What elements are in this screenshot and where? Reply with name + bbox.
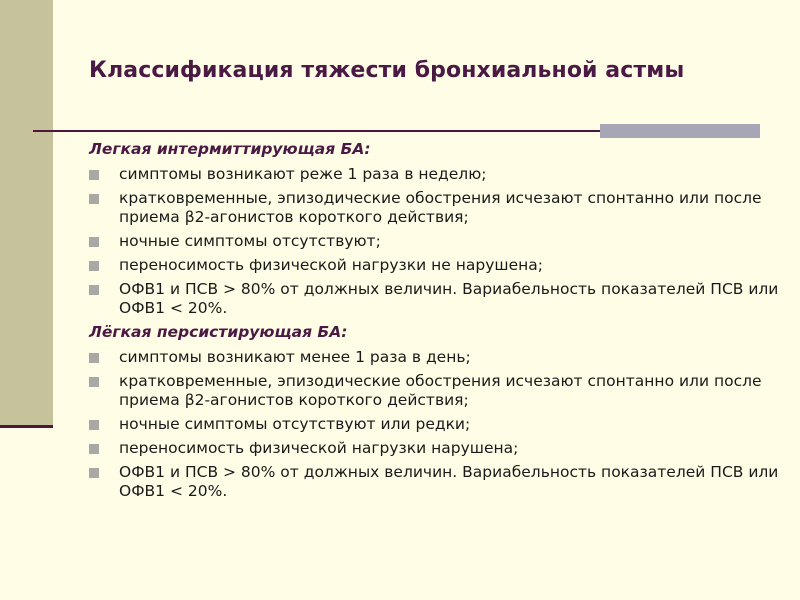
list-item [89,232,779,251]
decorative-side-line [0,425,53,428]
list-item-text: кратковременные, эпизодические обострения исчезают спонтанно или после приема β2-агонистов короткого действия; [119,189,762,226]
title-divider [33,130,600,132]
square-bullet-icon [89,353,99,363]
bullet-list-intermittent [89,165,779,318]
decorative-side-bar [0,0,53,425]
list-item-text: ночные симптомы отсутствуют; [119,232,381,250]
list-item-text: симптомы возникают реже 1 раза в неделю; [119,165,487,183]
square-bullet-icon [89,444,99,454]
section-heading-persistent: Лёгкая персистирующая БА: [89,323,348,341]
square-bullet-icon [89,261,99,271]
square-bullet-icon [89,377,99,387]
list-item [89,348,779,367]
list-item-text: ночные симптомы отсутствуют или редки; [119,415,471,433]
list-item-text: кратковременные, эпизодические обострения исчезают спонтанно или после приема β2-агонистов короткого действия; [119,372,762,409]
slide-content [89,140,779,506]
square-bullet-icon [89,237,99,247]
list-item [89,415,779,434]
list-item-text: ОФВ1 и ПСВ > 80% от должных величин. Вариабельность показателей ПСВ или ОФВ1 < 20%. [119,463,779,500]
bullet-list-persistent [89,348,779,501]
list-item [89,165,779,184]
list-item [89,189,779,227]
square-bullet-icon [89,468,99,478]
list-item [89,280,779,318]
square-bullet-icon [89,285,99,295]
list-item-text: симптомы возникают менее 1 раза в день; [119,348,471,366]
square-bullet-icon [89,194,99,204]
title-accent-bar [600,124,760,138]
list-item [89,372,779,410]
slide-title: Классификация тяжести бронхиальной астмы [89,58,685,83]
list-item [89,439,779,458]
list-item-text: ОФВ1 и ПСВ > 80% от должных величин. Вариабельность показателей ПСВ или ОФВ1 < 20%. [119,280,779,317]
list-item-text: переносимость физической нагрузки не нарушена; [119,256,543,274]
square-bullet-icon [89,420,99,430]
square-bullet-icon [89,170,99,180]
list-item [89,463,779,501]
list-item [89,256,779,275]
section-heading-intermittent: Легкая интермиттирующая БА: [89,140,371,158]
list-item-text: переносимость физической нагрузки нарушена; [119,439,519,457]
